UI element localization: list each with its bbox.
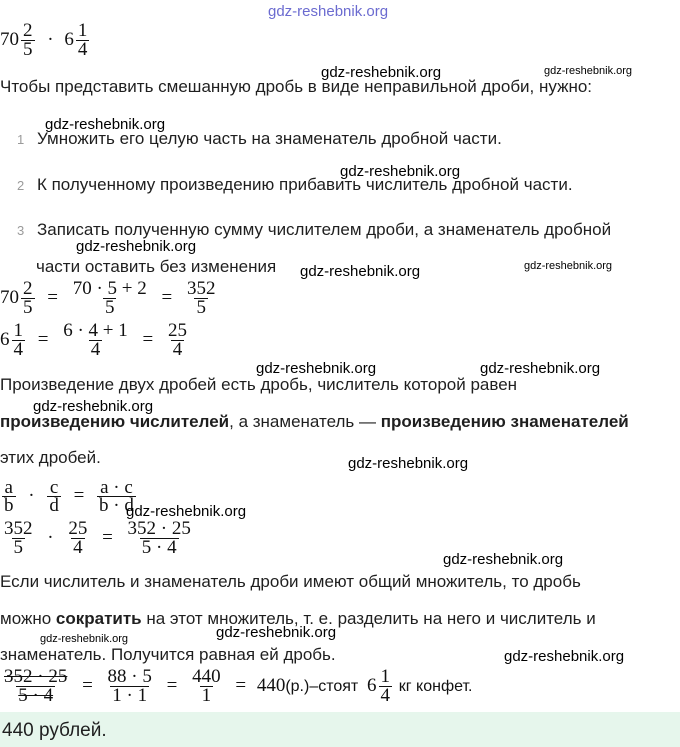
answer-box	[0, 712, 680, 747]
fraction	[2, 668, 69, 705]
fraction	[47, 479, 61, 514]
list-number: 2	[17, 178, 25, 193]
equals-sign: =	[142, 328, 154, 350]
numerator: 2	[23, 278, 33, 299]
mixed-whole: 70	[0, 286, 19, 308]
operator: ·	[47, 28, 54, 50]
numerator: a	[4, 477, 13, 498]
fraction	[21, 22, 35, 59]
multiplication-equation	[0, 520, 195, 557]
denominator: 5	[23, 297, 33, 318]
fraction	[190, 668, 223, 705]
answer-text: 440 рублей.	[2, 720, 107, 741]
denominator: b	[4, 495, 14, 516]
denominator: b · d	[99, 495, 134, 516]
numerator: 25	[167, 320, 187, 341]
reduce-text: знаменатель. Получится равная ей дробь.	[0, 645, 336, 664]
watermark: gdz-reshebnik.org	[443, 551, 564, 568]
denominator: d	[49, 495, 59, 516]
rule-fragment: , а знаменатель —	[229, 412, 381, 431]
equals-sign: =	[161, 286, 173, 308]
list-item-text: К полученному произведению прибавить числитель дробной части.	[36, 175, 573, 194]
denominator: 4	[380, 685, 390, 706]
watermark: gdz-reshebnik.org	[256, 360, 377, 377]
watermark: gdz-reshebnik.org	[268, 3, 389, 20]
fraction	[126, 520, 193, 557]
numerator: c	[49, 477, 59, 498]
equals-sign: =	[82, 674, 93, 696]
conversion-equation	[0, 322, 191, 359]
numerator: 1	[13, 320, 23, 341]
equals-sign: =	[235, 674, 247, 696]
problem-expression	[0, 22, 91, 59]
fraction	[21, 280, 35, 317]
denominator: 5 · 4	[141, 537, 177, 558]
list-item-text: Умножить его целую часть на знаменатель дробной части.	[36, 129, 502, 148]
watermark: gdz-reshebnik.org	[33, 398, 154, 415]
watermark: gdz-reshebnik.org	[40, 633, 129, 645]
result-text: кг конфет.	[398, 677, 473, 695]
numerator: 352 · 25	[127, 518, 191, 539]
unit-label: (р.)	[285, 677, 310, 695]
numerator: 25	[68, 518, 88, 539]
denominator: 5	[23, 39, 33, 60]
fraction	[166, 322, 189, 359]
fraction	[61, 322, 130, 359]
watermark: gdz-reshebnik.org	[544, 65, 633, 77]
watermark: gdz-reshebnik.org	[504, 648, 625, 665]
denominator: 4	[90, 339, 101, 360]
numerator: 1	[77, 20, 88, 41]
numerator: 440	[192, 666, 221, 687]
formula	[0, 479, 138, 514]
denominator: 4	[73, 537, 83, 558]
fraction	[379, 668, 393, 705]
denominator: 5	[104, 297, 115, 318]
mixed-whole: 6	[0, 328, 10, 350]
watermark: gdz-reshebnik.org	[126, 503, 247, 520]
denominator: 4	[13, 339, 23, 360]
denominator: 5	[13, 537, 23, 558]
watermark: gdz-reshebnik.org	[45, 116, 166, 133]
reduce-fragment: на этот множитель, т. е. разделить на него и числитель и	[141, 609, 596, 628]
result-value: 440	[256, 674, 286, 696]
denominator: 5	[196, 297, 206, 318]
watermark: gdz-reshebnik.org	[216, 624, 337, 641]
numerator: a · c	[100, 477, 133, 498]
equals-sign: =	[73, 484, 85, 506]
equals-sign: =	[166, 674, 178, 696]
watermark: gdz-reshebnik.org	[340, 163, 461, 180]
watermark: gdz-reshebnik.org	[300, 263, 421, 280]
numerator: 352	[186, 278, 216, 299]
list-number: 3	[17, 223, 25, 238]
bold-term: произведению числителей	[0, 412, 230, 431]
watermark: gdz-reshebnik.org	[480, 360, 601, 377]
equals-sign: =	[37, 328, 49, 350]
conversion-equation	[0, 280, 219, 317]
fraction	[185, 280, 218, 317]
numerator: 6 · 4 + 1	[63, 320, 128, 341]
rule-text	[0, 412, 629, 432]
mixed-whole: 70	[0, 28, 19, 50]
fraction	[106, 668, 154, 705]
rule-text: Произведение двух дробей есть дробь, числитель которой равен	[0, 375, 518, 394]
denominator: 5 · 4	[18, 685, 54, 706]
bold-term: сократить	[55, 609, 142, 628]
rule-text: этих дробей.	[0, 448, 101, 467]
fraction	[2, 520, 35, 557]
fraction	[71, 280, 149, 317]
reduce-text: Если числитель и знаменатель дроби имеют общий множитель, то дробь	[0, 572, 581, 591]
denominator: 4	[77, 39, 88, 60]
operator: ·	[47, 526, 54, 548]
fraction	[12, 322, 26, 359]
watermark: gdz-reshebnik.org	[348, 455, 469, 472]
list-item-text: части оставить без изменения	[36, 257, 277, 276]
list-number: 1	[17, 132, 25, 147]
equals-sign: =	[47, 286, 58, 308]
denominator: 4	[172, 339, 183, 360]
denominator: 1 · 1	[112, 685, 148, 706]
denominator: 1	[201, 685, 212, 706]
numerator: 352 · 25	[4, 666, 68, 687]
watermark: gdz-reshebnik.org	[76, 238, 197, 255]
list-item-text: Записать полученную сумму числителем дроби, а знаменатель дробной	[36, 220, 612, 239]
intro-text: Чтобы представить смешанную дробь в виде неправильной дроби, нужно:	[0, 77, 593, 96]
list-item	[17, 175, 573, 196]
equals-sign: =	[102, 526, 113, 548]
reduce-fragment: можно	[0, 609, 56, 628]
fraction	[76, 22, 90, 59]
fraction	[66, 520, 89, 557]
final-equation	[0, 668, 472, 705]
mixed-whole: 6	[64, 28, 74, 50]
numerator: 70 · 5 + 2	[72, 278, 147, 299]
numerator: 352	[4, 518, 33, 539]
numerator: 1	[380, 666, 390, 687]
result-text: –стоят	[309, 677, 359, 695]
fraction	[2, 479, 16, 514]
watermark: gdz-reshebnik.org	[524, 260, 613, 272]
watermark: gdz-reshebnik.org	[321, 64, 442, 81]
bold-term: произведению знаменателей	[380, 412, 629, 431]
list-item	[17, 129, 502, 150]
numerator: 88 · 5	[107, 666, 152, 687]
operator: ·	[28, 484, 35, 506]
numerator: 2	[23, 20, 33, 41]
mixed-whole: 6	[367, 674, 377, 696]
